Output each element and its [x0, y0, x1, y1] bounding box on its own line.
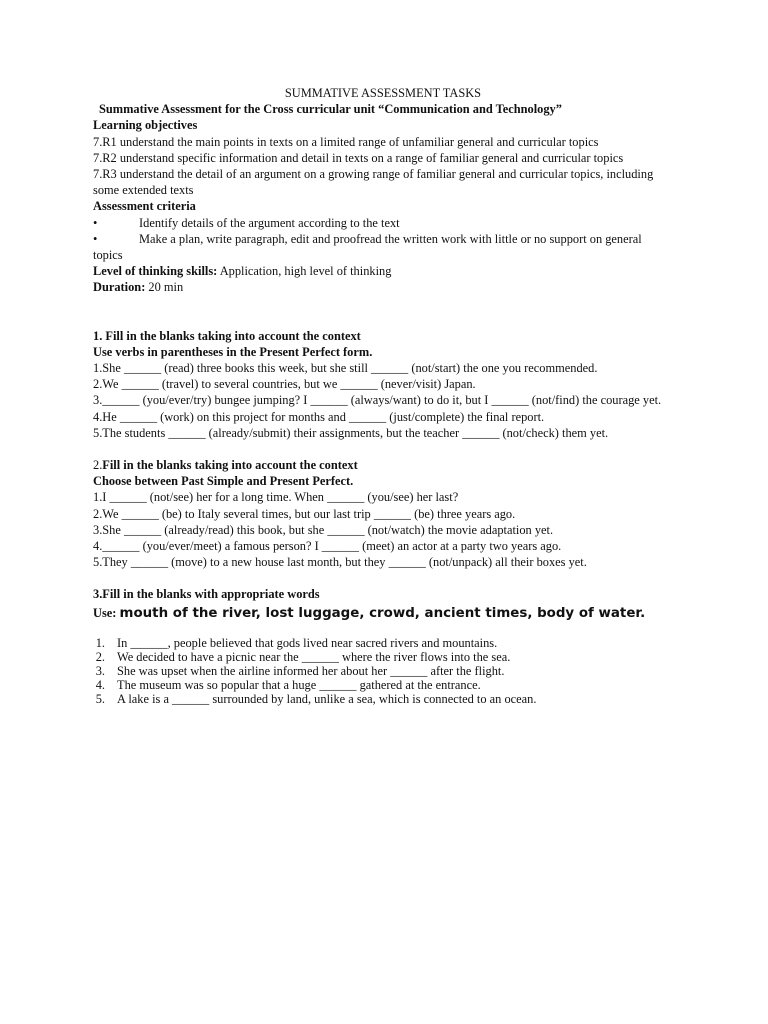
task3-use-words: mouth of the river, lost luggage, crowd, ancient times, body of water.: [119, 605, 646, 621]
task3-item-text: In ______, people believed that gods lived near sacred rivers and mountains.: [117, 635, 498, 650]
task3-item-number: 1.: [95, 635, 105, 650]
criteria-text: Identify details of the argument according to the text: [139, 215, 400, 230]
task3-item-number: 4.: [95, 677, 105, 692]
task3-use-label: Use:: [93, 605, 120, 620]
task2-number: 2.: [93, 458, 103, 473]
worksheet-page: [93, 85, 673, 706]
criteria-item: [93, 231, 673, 247]
task3-item: [93, 664, 673, 678]
task3-item-text: The museum was so popular that a huge ______ gathered at the entrance.: [117, 677, 481, 692]
task3-item-text: She was upset when the airline informed her about her ______ after the flight.: [117, 663, 505, 678]
task2-item: 1.I ______ (not/see) her for a long time. When ______ (you/see) her last?: [93, 490, 459, 505]
objective-item: 7.R1 understand the main points in texts on a limited range of unfamiliar general and curricular topics: [93, 134, 599, 149]
page-subtitle: Summative Assessment for the Cross curricular unit “Communication and Technology”: [99, 102, 562, 117]
task3-item: [93, 650, 673, 664]
bullet-icon: •: [93, 231, 98, 246]
task3-item: [93, 692, 673, 706]
task3-list: [93, 636, 673, 706]
criteria-text-wrap: topics: [93, 248, 123, 263]
task1-item: 2.We ______ (travel) to several countries, but we ______ (never/visit) Japan.: [93, 377, 476, 392]
task2-item: 4.______ (you/ever/meet) a famous person? I ______ (meet) an actor at a party two years ago.: [93, 539, 562, 554]
task3-item-number: 5.: [95, 691, 105, 706]
duration-line: [93, 279, 673, 295]
task3-item-number: 2.: [95, 649, 105, 664]
thinking-skills-label: Level of thinking skills:: [93, 264, 218, 279]
thinking-skills-value: Application, high level of thinking: [217, 264, 392, 279]
spacer: [93, 570, 673, 586]
spacer: [93, 296, 673, 328]
task2-item: 5.They ______ (move) to a new house last month, but they ______ (not/unpack) all their boxes yet.: [93, 555, 587, 570]
task3-item-text: We decided to have a picnic near the ______ where the river flows into the sea.: [117, 649, 511, 664]
criteria-item: [93, 215, 673, 231]
criteria-heading: Assessment criteria: [93, 199, 196, 214]
task2-instruction: Choose between Past Simple and Present Perfect.: [93, 474, 354, 489]
duration-label: Duration:: [93, 280, 146, 295]
duration-value: 20 min: [145, 280, 184, 295]
task3-heading: 3.Fill in the blanks with appropriate words: [93, 587, 320, 602]
bullet-icon: •: [93, 215, 98, 230]
task1-item: 5.The students ______ (already/submit) their assignments, but the teacher ______ (not/check) them yet.: [93, 425, 609, 440]
task1-heading: 1. Fill in the blanks taking into account the context: [93, 328, 361, 343]
task2-heading-line: [93, 457, 673, 473]
page-title: SUMMATIVE ASSESSMENT TASKS: [284, 86, 482, 100]
task3-item-text: A lake is a ______ surrounded by land, unlike a sea, which is connected to an ocean.: [117, 691, 537, 706]
task3-item: [93, 636, 673, 650]
task1-item: 4.He ______ (work) on this project for months and ______ (just/complete) the final report.: [93, 409, 545, 424]
task2-heading: Fill in the blanks taking into account the context: [102, 458, 358, 473]
objective-item: 7.R2 understand specific information and detail in texts on a range of familiar general and curricular topics: [93, 150, 624, 165]
objective-item: 7.R3 understand the detail of an argument on a growing range of familiar general and curricular topics, including some extended texts: [93, 167, 654, 198]
task2-item: 3.She ______ (already/read) this book, but she ______ (not/watch) the movie adaptation yet.: [93, 522, 554, 537]
task2-item: 2.We ______ (be) to Italy several times, but our last trip ______ (be) three years ago.: [93, 506, 516, 521]
thinking-skills-line: [93, 263, 673, 279]
task1-item: 1.She ______ (read) three books this week, but she still ______ (not/start) the one you recommended.: [93, 361, 598, 376]
task3-item-number: 3.: [95, 663, 105, 678]
spacer: [93, 441, 673, 457]
criteria-text: Make a plan, write paragraph, edit and proofread the written work with little or no support on general: [139, 231, 642, 246]
task3-item: [93, 678, 673, 692]
task3-word-bank: [93, 605, 673, 622]
objectives-heading: Learning objectives: [93, 118, 198, 133]
task1-item: 3.______ (you/ever/try) bungee jumping? I ______ (always/want) to do it, but I ______ (not/find) the courage yet.: [93, 393, 662, 408]
task1-instruction: Use verbs in parentheses in the Present Perfect form.: [93, 344, 373, 359]
